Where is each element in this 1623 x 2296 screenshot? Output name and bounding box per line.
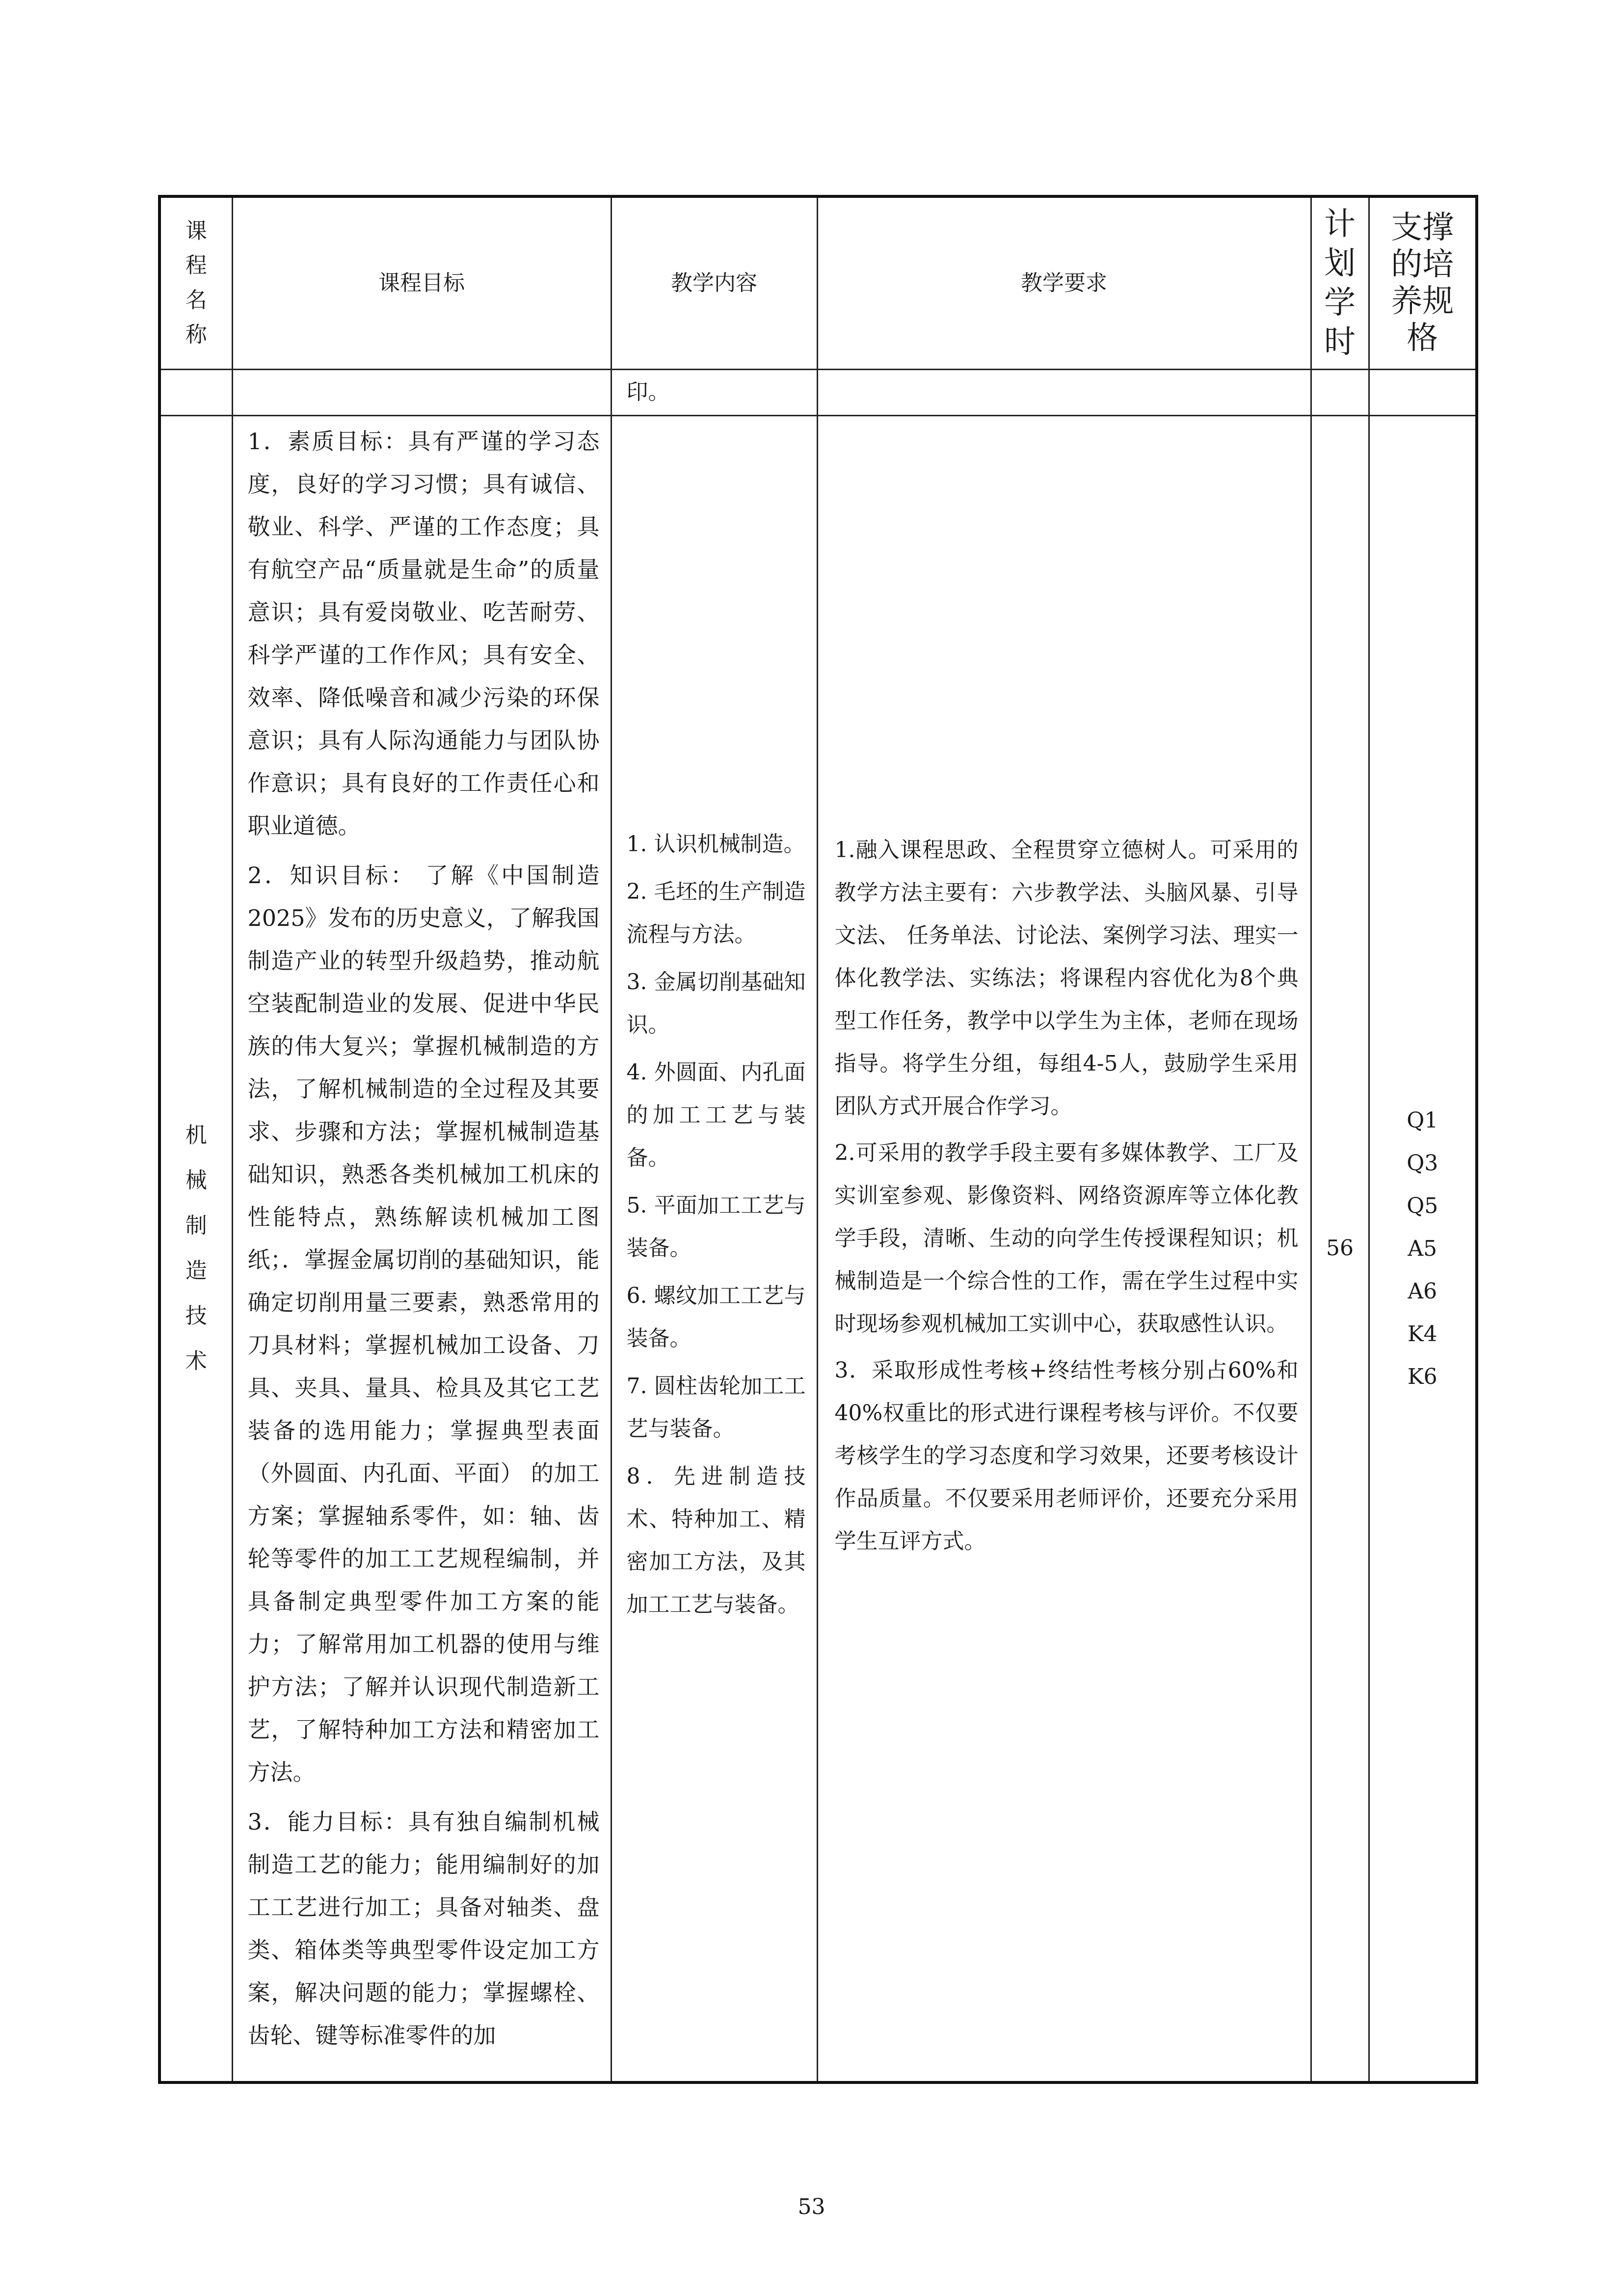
content-item: 7. 圆柱齿轮加工工艺与装备。 bbox=[626, 1373, 806, 1441]
content-item: 1. 认识机械制造。 bbox=[626, 831, 805, 857]
header-supported-specs: 支撑 的培 养规 格 bbox=[1369, 196, 1477, 369]
planned-hours: 56 bbox=[1311, 415, 1369, 2082]
requirement-item: 2.可采用的教学手段主要有多媒体教学、工厂及实训室参观、影像资料、网络资源库等立体化教学手段，清晰、生动的向学生传授课程知识；机械制造是一个综合性的工作，需在学生过程中实时现场参观机械加工实训中心，获取感性认识。 bbox=[834, 1140, 1299, 1336]
content-item: 6. 螺纹加工工艺与装备。 bbox=[626, 1283, 806, 1351]
content-item: 2. 毛坯的生产制造流程与方法。 bbox=[626, 879, 806, 947]
requirement-item: 1.融入课程思政、全程贯穿立德树人。可采用的教学方法主要有：六步教学法、头脑风暴、引导文法、 任务单法、讨论法、案例学习法、理实一体化教学法、实练法；将课程内容优化为8个典型工作任务，教学中以学生为主体，老师在现场指导。将学生分组，每组4-5人，鼓励学生采用团队方式开展合作学习。 bbox=[834, 837, 1299, 1119]
course-row bbox=[160, 415, 1477, 2082]
header-teaching-requirement: 教学要求 bbox=[817, 196, 1311, 369]
supported-specs: Q1 Q3 Q5 A5 A6 K4 K6 bbox=[1369, 415, 1477, 2082]
header-course-name: 课 程 名 称 bbox=[160, 196, 232, 369]
header-planned-hours: 计 划 学 时 bbox=[1311, 196, 1369, 369]
content-item: 4. 外圆面、内孔面的加工工艺与装备。 bbox=[626, 1059, 806, 1170]
continuation-row bbox=[160, 369, 1477, 415]
table-header-row bbox=[160, 196, 1477, 369]
content-item: 5. 平面加工工艺与装备。 bbox=[626, 1192, 806, 1261]
course-name: 机 械 制 造 技 术 bbox=[160, 415, 232, 2082]
content-item: 3. 金属切削基础知识。 bbox=[626, 969, 806, 1037]
teaching-content bbox=[611, 415, 817, 2082]
content-item: 8．先进制造技术、特种加工、精密加工方法，及其加工工艺与装备。 bbox=[626, 1463, 806, 1617]
continuation-content: 印。 bbox=[611, 369, 817, 415]
teaching-requirements bbox=[817, 415, 1311, 2082]
header-course-goal: 课程目标 bbox=[232, 196, 611, 369]
goal-quality: 1．素质目标：具有严谨的学习态度，良好的学习习惯；具有诚信、敬业、科学、严谨的工作态度；具有航空产品“质量就是生命”的质量意识；具有爱岗敬业、吃苦耐劳、科学严谨的工作作风；具有安全、效率、降低噪音和减少污染的环保意识；具有人际沟通能力与团队协作意识；具有良好的工作责任心和职业道德。 bbox=[247, 428, 600, 839]
requirement-item: 3．采取形成性考核+终结性考核分别占60%和40%权重比的形式进行课程考核与评价。不仅要考核学生的学习态度和学习效果，还要考核设计作品质量。不仅要采用老师评价，还要充分采用学生互评方式。 bbox=[834, 1357, 1299, 1554]
header-teaching-content: 教学内容 bbox=[611, 196, 817, 369]
page-number: 53 bbox=[798, 2194, 825, 2219]
goal-ability: 3．能力目标：具有独自编制机械制造工艺的能力；能用编制好的加工工艺进行加工；具备对轴类、盘类、箱体类等典型零件设定加工方案，解决问题的能力；掌握螺栓、齿轮、键等标准零件的加 bbox=[247, 1808, 600, 2049]
course-goals bbox=[232, 415, 611, 2082]
goal-knowledge: 2．知识目标： 了解《中国制造2025》发布的历史意义，了解我国制造产业的转型升级趋势，推动航空装配制造业的发展、促进中华民族的伟大复兴；掌握机械制造的方法，了解机械制造的全过程及其要求、步骤和方法；掌握机械制造基础知识，熟悉各类机械加工机床的性能特点，熟练解读机械加工图纸；．掌握金属切削的基础知识，能确定切削用量三要素，熟悉常用的刀具材料；掌握机械加工设备、刀具、夹具、量具、检具及其它工艺装备的选用能力；掌握典型表面（外圆面、内孔面、平面） 的加工方案；掌握轴系零件，如：轴、齿轮等零件的加工工艺规程编制，并具备制定典型零件加工方案的能力；了解常用加工机器的使用与维护方法；了解并认识现代制造新工艺，了解特种加工方法和精密加工方法。 bbox=[247, 862, 600, 1785]
course-table bbox=[158, 195, 1478, 2084]
